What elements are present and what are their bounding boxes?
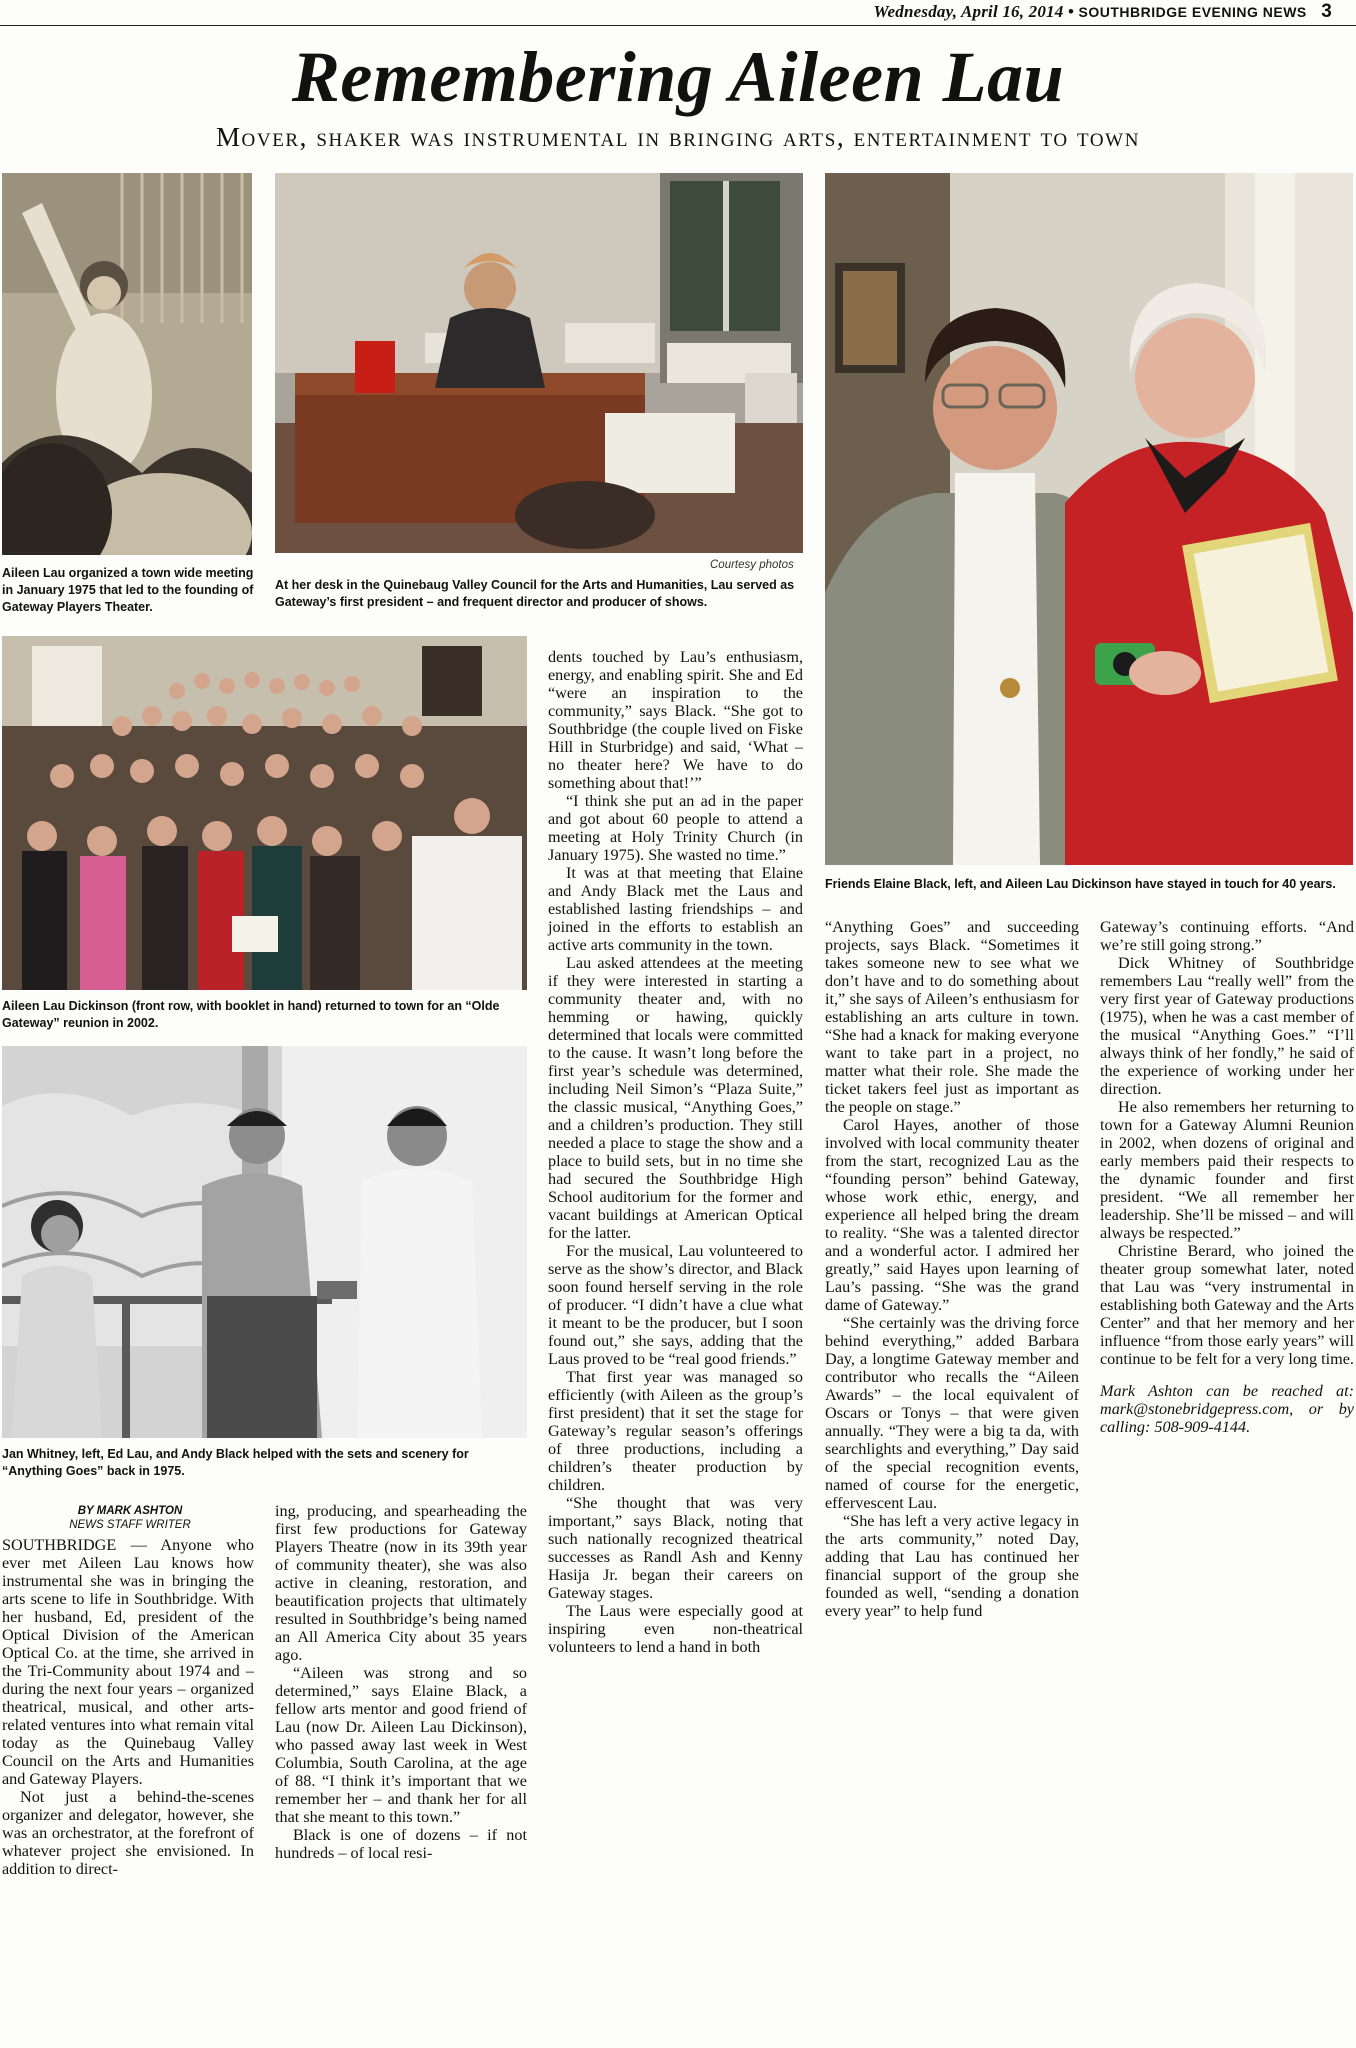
byline [0, 1504, 260, 1532]
paragraph: “Anything Goes” and succeeding projects, says Black. “Sometimes it takes someone new to see what we don’t have and to do something about it,” she says of Aileen’s enthusiasm for establishing an arts culture in town. “She had a knack for making everyone want to take part in a project, no matter what their role. She made the ticket takers feel just as important as the people on stage.” [825, 918, 1079, 1116]
issue-date: Wednesday, April 16, 2014 [873, 2, 1064, 21]
paragraph: Lau asked attendees at the meeting if they were interested in starting a community theater and, with no hemming or hawing, quickly determined that locals were committed to the cause. It wasn’t long before the first year’s schedule was determined, including Neil Simon’s “Plaza Suite,” the classic musical, “Anything Goes,” and a children’s production. They still needed a place to stage the show and a place to build sets, but in no time she had secured the Southbridge High School auditorium for the former and vacant buildings at American Optical for the latter. [548, 954, 803, 1242]
paragraph: For the musical, Lau volunteered to serve as the show’s director, and Black soon found herself serving in the role of producer. “I didn’t have a clue what it meant to be the producer, but I soon found out,” she says, adding that the Laus proved to be “real good friends.” [548, 1242, 803, 1368]
paragraph: The Laus were especially good at inspiring even non-theatrical volunteers to lend a hand in both [548, 1602, 803, 1656]
article-column-1 [2, 1536, 254, 1878]
paragraph: “She thought that was very important,” says Black, noting that such nationally recognized theatrical successes as Randl Ash and Kenny Hasija Jr. began their careers on Gateway stages. [548, 1494, 803, 1602]
paragraph: Carol Hayes, another of those involved with local community theater from the start, recognized Lau as the “founding person” behind Gateway, whose work ethic, energy, and experience all helped bring the dream to reality. “She was a talented director and a wonderful actor. I admired her greatly,” said Hayes upon learning of Lau’s passing. “She was the grand dame of Gateway.” [825, 1116, 1079, 1314]
paragraph: “I think she put an ad in the paper and got about 60 people to attend a meeting at Holy Trinity Church (in January 1975). She wasted no time.” [548, 792, 803, 864]
paragraph: dents touched by Lau’s enthusiasm, energy, and enabling spirit. She and Ed “were an inspiration to the community,” says Black. “She got to Southbridge (the couple lived on Fiske Hill in Sturbridge) and said, ‘What – no theater here? We have to do something about that!’” [548, 648, 803, 792]
caption-friends: Friends Elaine Black, left, and Aileen Lau Dickinson have stayed in touch for 40 years. [825, 877, 1336, 891]
dateline [874, 1, 1333, 23]
caption-sets-scenery: Jan Whitney, left, Ed Lau, and Andy Black helped with the sets and scenery for “Anything Goes” back in 1975. [2, 1447, 469, 1478]
paragraph: “She has left a very active legacy in the arts community,” noted Day, adding that Lau has continued her financial support of the group she founded as well, “sending a donation every year” to help fund [825, 1512, 1079, 1620]
paragraph: ing, producing, and spearheading the first few productions for Gateway Players Theatre (now in its 39th year of community theater), she was also active in cleaning, restoration, and beautification projects that ultimately resulted in Southbridge’s being named an All America City about 35 years ago. [275, 1502, 527, 1664]
page-number: 3 [1321, 1, 1332, 22]
article-column-4 [825, 918, 1079, 1620]
masthead [0, 0, 1356, 26]
paragraph: SOUTHBRIDGE — Anyone who ever met Aileen Lau knows how instrumental she was in bringing the arts scene to life in Southbridge. With her husband, Ed, president of the Optical Division of the American Optical Co. at the time, she arrived in the Tri-Community about 1974 and – during the next four years – organized theatrical, musical, and other arts-related ventures into what remain vital today as the Quinebaug Valley Council on the Arts and Humanities and Gateway Players. [2, 1536, 254, 1788]
byline-name: BY MARK ASHTON [77, 1505, 183, 1517]
article-column-3 [548, 648, 803, 1656]
photo-reunion [2, 636, 527, 990]
paragraph: Christine Berard, who joined the theater group somewhat later, noted that Lau was “very instrumental in establishing both Gateway and the Arts Center” and that her memory and her influence “from those early years” will continue to be felt for a very long time. [1100, 1242, 1355, 1368]
photo-town-meeting [2, 173, 252, 555]
paragraph: Gateway’s continuing efforts. “And we’re still going strong.” [1100, 918, 1354, 954]
photo-friends [825, 173, 1353, 865]
paragraph: “She certainly was the driving force behind everything,” added Barbara Day, a longtime Gateway member and contributor who recalls the “Aileen Awards” – the local equivalent of Oscars or Tonys – that were given annually. “They were a big ta da, with searchlights and everything,” Day said of the special recognition events, named of course for the energetic, effervescent Lau. [825, 1314, 1079, 1512]
photo-credit: Courtesy photos [710, 559, 794, 571]
byline-role: NEWS STAFF WRITER [69, 1519, 191, 1531]
paragraph: Black is one of dozens – if not hundreds – of local resi- [275, 1826, 527, 1862]
deck: Mover, shaker was instrumental in bringing arts, entertainment to town [215, 122, 1141, 152]
photo-at-desk [275, 173, 803, 553]
caption-town-meeting: Aileen Lau organized a town wide meeting in January 1975 that led to the founding of Gateway Players Theater. [2, 566, 254, 614]
caption-at-desk: At her desk in the Quinebaug Valley Council for the Arts and Humanities, Lau served as Gateway’s first president – and frequent director and producer of shows. [275, 578, 795, 609]
paragraph: “Aileen was strong and so determined,” says Elaine Black, a fellow arts mentor and good friend of Lau (now Dr. Aileen Lau Dickinson), who passed away last week in West Columbia, South Carolina, at the age of 88. “I think it’s important that we remember her – and thank her for all that she meant to this town.” [275, 1664, 527, 1826]
headline: Remembering Aileen Lau [291, 37, 1065, 117]
paragraph: Dick Whitney of Southbridge remembers Lau “really well” from the very first year of Gateway productions (1975), when he was a cast member of the musical “Anything Goes.” “I’ll always think of her fondly,” he said of the experience of working under her direction. [1100, 954, 1354, 1098]
paragraph: He also remembers her returning to town for a Gateway Alumni Reunion in 2002, when dozens of original and early members paid their respects to the dynamic founder and first president. “We all remember her leadership. She’ll be missed – and will always be respected.” [1100, 1098, 1354, 1242]
article-column-2 [275, 1502, 527, 1862]
paragraph: That first year was managed so efficiently (with Aileen as the group’s first president) that it set the stage for Gateway’s regular season’s offerings of three productions, including a children’s theater production by children. [548, 1368, 803, 1494]
paragraph: Not just a behind-the-scenes organizer and delegator, however, she was an orchestrator, at the forefront of whatever project she envisioned. In addition to direct- [2, 1788, 254, 1878]
paper-name: SOUTHBRIDGE EVENING NEWS [1078, 4, 1307, 20]
caption-reunion: Aileen Lau Dickinson (front row, with booklet in hand) returned to town for an “Olde Gateway” reunion in 2002. [2, 999, 500, 1030]
photo-sets-scenery [2, 1046, 527, 1438]
paragraph: It was at that meeting that Elaine and Andy Black met the Laus and established lasting friendships – and joined in the efforts to establish an active arts community in the town. [548, 864, 803, 954]
author-contact: Mark Ashton can be reached at: mark@stonebridgepress.com, or by calling: 508-909-4144. [1100, 1382, 1354, 1436]
bullet: • [1067, 2, 1075, 21]
article-column-5 [1100, 918, 1354, 1436]
